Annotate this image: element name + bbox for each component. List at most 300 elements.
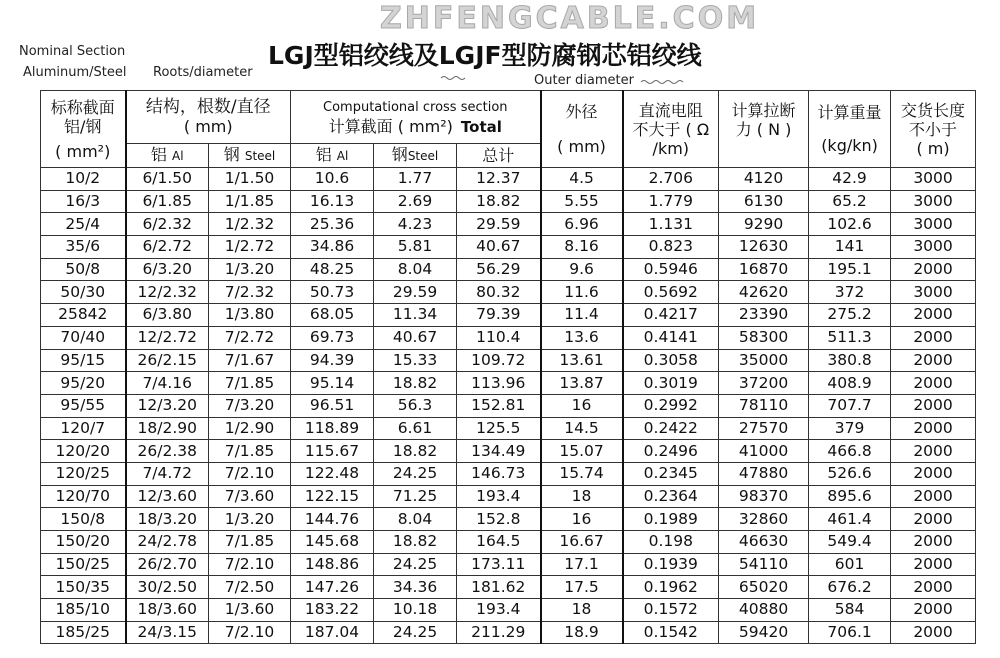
cell-steel-structure: 7/3.20	[209, 394, 291, 417]
cell-resistance: 0.4217	[623, 304, 719, 327]
cell-nominal: 10/2	[41, 168, 126, 191]
table-row	[41, 508, 976, 531]
cell-steel-section: 6.61	[374, 417, 457, 440]
cell-al-structure: 18/3.20	[126, 508, 209, 531]
cell-breaking-force: 54110	[719, 553, 809, 576]
header-text: 铝/钢	[64, 116, 102, 136]
cell-weight: 601	[809, 553, 891, 576]
cell-total-section: 134.49	[457, 440, 541, 463]
cell-al-section: 118.89	[291, 417, 374, 440]
table-row	[41, 190, 976, 213]
table-row	[41, 440, 976, 463]
cell-total-section: 193.4	[457, 485, 541, 508]
cell-resistance: 0.2422	[623, 417, 719, 440]
cell-outer-diameter: 5.55	[541, 190, 623, 213]
cell-steel-structure: 1/2.90	[209, 417, 291, 440]
cell-weight: 372	[809, 281, 891, 304]
cell-outer-diameter: 13.87	[541, 372, 623, 395]
header-text: Steel	[244, 149, 276, 163]
cell-resistance: 0.2992	[623, 394, 719, 417]
cell-breaking-force: 16870	[719, 258, 809, 281]
header-text: 交货长度	[901, 100, 966, 120]
cell-weight: 707.7	[809, 394, 891, 417]
header-text: ( mm)	[557, 137, 606, 156]
cell-breaking-force: 98370	[719, 485, 809, 508]
cell-steel-section: 34.36	[374, 576, 457, 599]
table-row	[41, 213, 976, 236]
table-row	[41, 304, 976, 327]
cell-resistance: 0.1542	[623, 621, 719, 644]
cell-breaking-force: 6130	[719, 190, 809, 213]
header-text: 铝	[150, 145, 167, 164]
cell-total-section: 146.73	[457, 462, 541, 485]
cell-weight: 549.4	[809, 531, 891, 554]
cell-outer-diameter: 13.6	[541, 326, 623, 349]
cell-breaking-force: 65020	[719, 576, 809, 599]
cell-total-section: 29.59	[457, 213, 541, 236]
header-text: 总计	[482, 146, 515, 165]
cell-delivery-length: 2000	[891, 304, 976, 327]
cell-weight: 141	[809, 236, 891, 259]
cell-al-structure: 18/3.60	[126, 599, 209, 622]
header-text: 不大于 ( Ω	[632, 119, 710, 139]
cell-al-section: 183.22	[291, 599, 374, 622]
cell-breaking-force: 78110	[719, 394, 809, 417]
header-text: 计算重量	[817, 103, 882, 122]
cell-steel-section: 5.81	[374, 236, 457, 259]
cell-delivery-length: 3000	[891, 213, 976, 236]
cell-breaking-force: 23390	[719, 304, 809, 327]
cell-outer-diameter: 11.6	[541, 281, 623, 304]
cell-al-section: 122.15	[291, 485, 374, 508]
cell-delivery-length: 2000	[891, 349, 976, 372]
cell-weight: 408.9	[809, 372, 891, 395]
cell-steel-structure: 7/2.10	[209, 553, 291, 576]
cell-nominal: 95/20	[41, 372, 126, 395]
annotation-aluminum-steel: Aluminum/Steel	[23, 65, 127, 80]
cell-steel-structure: 1/3.20	[209, 258, 291, 281]
watermark: ZHFENGCABLE.COM	[380, 1, 760, 36]
cell-outer-diameter: 6.96	[541, 213, 623, 236]
table-row	[41, 531, 976, 554]
cell-al-structure: 26/2.38	[126, 440, 209, 463]
header-text: 不小于	[909, 119, 958, 139]
cell-steel-section: 18.82	[374, 372, 457, 395]
cell-delivery-length: 2000	[891, 394, 976, 417]
header-text: ( mm)	[183, 117, 233, 136]
table-row	[41, 394, 976, 417]
cell-weight: 466.8	[809, 440, 891, 463]
annotation-total: Total	[460, 117, 502, 136]
header-text: 计算截面 ( mm²)	[328, 116, 453, 136]
cell-delivery-length: 2000	[891, 508, 976, 531]
header-resistance	[623, 91, 719, 168]
cell-al-section: 115.67	[291, 440, 374, 463]
cell-al-structure: 7/4.72	[126, 462, 209, 485]
header-text: Steel	[407, 149, 439, 163]
cell-breaking-force: 47880	[719, 462, 809, 485]
cell-al-structure: 6/3.20	[126, 258, 209, 281]
cell-breaking-force: 59420	[719, 621, 809, 644]
cell-breaking-force: 41000	[719, 440, 809, 463]
cell-steel-section: 8.04	[374, 258, 457, 281]
cell-al-section: 16.13	[291, 190, 374, 213]
cell-al-structure: 6/3.80	[126, 304, 209, 327]
cell-breaking-force: 42620	[719, 281, 809, 304]
cell-al-section: 50.73	[291, 281, 374, 304]
annotation-roots-diameter: Roots/diameter	[153, 65, 253, 80]
cell-resistance: 0.198	[623, 531, 719, 554]
cell-nominal: 25/4	[41, 213, 126, 236]
cell-weight: 102.6	[809, 213, 891, 236]
cell-steel-section: 8.04	[374, 508, 457, 531]
cell-resistance: 0.1962	[623, 576, 719, 599]
cell-al-section: 95.14	[291, 372, 374, 395]
cell-delivery-length: 3000	[891, 168, 976, 191]
cell-weight: 584	[809, 599, 891, 622]
cell-breaking-force: 4120	[719, 168, 809, 191]
cell-total-section: 12.37	[457, 168, 541, 191]
cell-nominal: 50/30	[41, 281, 126, 304]
table-row	[41, 372, 976, 395]
cell-outer-diameter: 16	[541, 508, 623, 531]
cell-al-section: 148.86	[291, 553, 374, 576]
cell-outer-diameter: 15.74	[541, 462, 623, 485]
table-row	[41, 168, 976, 191]
header-text: (kg/kn)	[821, 136, 878, 155]
cell-total-section: 56.29	[457, 258, 541, 281]
cell-total-section: 152.8	[457, 508, 541, 531]
cell-steel-section: 4.23	[374, 213, 457, 236]
cell-total-section: 80.32	[457, 281, 541, 304]
cell-nominal: 120/70	[41, 485, 126, 508]
spec-table	[40, 90, 976, 644]
cell-nominal: 150/8	[41, 508, 126, 531]
cell-breaking-force: 35000	[719, 349, 809, 372]
cell-nominal: 120/7	[41, 417, 126, 440]
cell-total-section: 152.81	[457, 394, 541, 417]
header-text: Al	[336, 149, 349, 163]
table-row	[41, 576, 976, 599]
header-delivery-length	[891, 91, 976, 168]
cell-steel-section: 71.25	[374, 485, 457, 508]
cell-steel-section: 56.3	[374, 394, 457, 417]
cell-al-section: 145.68	[291, 531, 374, 554]
table-row	[41, 326, 976, 349]
cell-total-section: 79.39	[457, 304, 541, 327]
cell-outer-diameter: 17.1	[541, 553, 623, 576]
cell-nominal: 120/20	[41, 440, 126, 463]
cell-weight: 275.2	[809, 304, 891, 327]
cell-steel-structure: 1/1.50	[209, 168, 291, 191]
cell-weight: 65.2	[809, 190, 891, 213]
cell-al-section: 122.48	[291, 462, 374, 485]
cell-al-structure: 6/1.85	[126, 190, 209, 213]
cell-delivery-length: 2000	[891, 621, 976, 644]
cell-nominal: 150/25	[41, 553, 126, 576]
cell-nominal: 95/15	[41, 349, 126, 372]
cell-nominal: 50/8	[41, 258, 126, 281]
cell-steel-section: 24.25	[374, 462, 457, 485]
cell-delivery-length: 2000	[891, 599, 976, 622]
header-calc-section	[291, 91, 541, 144]
cell-nominal: 16/3	[41, 190, 126, 213]
cell-resistance: 2.706	[623, 168, 719, 191]
cell-delivery-length: 3000	[891, 236, 976, 259]
cell-steel-structure: 7/3.60	[209, 485, 291, 508]
cell-resistance: 0.2496	[623, 440, 719, 463]
cell-steel-section: 24.25	[374, 553, 457, 576]
cell-al-structure: 6/2.72	[126, 236, 209, 259]
cell-delivery-length: 2000	[891, 576, 976, 599]
cell-outer-diameter: 15.07	[541, 440, 623, 463]
table-row	[41, 236, 976, 259]
cell-steel-section: 10.18	[374, 599, 457, 622]
cell-total-section: 40.67	[457, 236, 541, 259]
cell-al-section: 96.51	[291, 394, 374, 417]
cell-al-structure: 6/1.50	[126, 168, 209, 191]
header-text: 直流电阻	[638, 100, 703, 120]
cell-steel-structure: 7/1.67	[209, 349, 291, 372]
cell-total-section: 113.96	[457, 372, 541, 395]
cell-delivery-length: 2000	[891, 417, 976, 440]
cell-al-structure: 30/2.50	[126, 576, 209, 599]
cell-steel-section: 1.77	[374, 168, 457, 191]
cell-steel-structure: 7/2.10	[209, 462, 291, 485]
cell-outer-diameter: 9.6	[541, 258, 623, 281]
subheader-structure-steel	[209, 144, 291, 168]
cell-weight: 195.1	[809, 258, 891, 281]
cell-al-section: 34.86	[291, 236, 374, 259]
cell-delivery-length: 3000	[891, 281, 976, 304]
cell-steel-structure: 1/3.80	[209, 304, 291, 327]
cell-steel-structure: 7/1.85	[209, 531, 291, 554]
table-row	[41, 485, 976, 508]
table-row	[41, 553, 976, 576]
cell-resistance: 0.5692	[623, 281, 719, 304]
page-title: LGJ型铝绞线及LGJF型防腐钢芯铝绞线	[268, 41, 702, 70]
cell-al-structure: 12/2.72	[126, 326, 209, 349]
cell-total-section: 211.29	[457, 621, 541, 644]
cell-steel-structure: 7/2.50	[209, 576, 291, 599]
cell-al-section: 25.36	[291, 213, 374, 236]
cell-nominal: 35/6	[41, 236, 126, 259]
cell-breaking-force: 12630	[719, 236, 809, 259]
cell-al-structure: 18/2.90	[126, 417, 209, 440]
cell-outer-diameter: 8.16	[541, 236, 623, 259]
cell-steel-structure: 1/2.72	[209, 236, 291, 259]
cell-steel-section: 2.69	[374, 190, 457, 213]
cell-nominal: 70/40	[41, 326, 126, 349]
cell-steel-structure: 1/1.85	[209, 190, 291, 213]
cell-resistance: 0.5946	[623, 258, 719, 281]
cell-outer-diameter: 16	[541, 394, 623, 417]
cell-al-section: 68.05	[291, 304, 374, 327]
cell-outer-diameter: 18	[541, 485, 623, 508]
header-text: ( mm²)	[55, 141, 111, 161]
subheader-calc-steel	[374, 144, 457, 168]
cell-al-structure: 7/4.16	[126, 372, 209, 395]
cell-nominal: 185/10	[41, 599, 126, 622]
cell-breaking-force: 58300	[719, 326, 809, 349]
cell-al-structure: 26/2.15	[126, 349, 209, 372]
header-weight	[809, 91, 891, 168]
cell-al-section: 69.73	[291, 326, 374, 349]
header-text: 钢	[223, 145, 240, 164]
header-text: 计算拉断	[731, 100, 796, 120]
annotation-nominal-section: Nominal Section	[19, 44, 126, 59]
cell-steel-structure: 7/2.32	[209, 281, 291, 304]
cell-nominal: 150/35	[41, 576, 126, 599]
cell-delivery-length: 2000	[891, 326, 976, 349]
cell-resistance: 1.779	[623, 190, 719, 213]
cell-total-section: 109.72	[457, 349, 541, 372]
cell-al-section: 94.39	[291, 349, 374, 372]
cell-steel-structure: 7/2.10	[209, 621, 291, 644]
cell-al-structure: 24/3.15	[126, 621, 209, 644]
table-row	[41, 349, 976, 372]
cell-total-section: 125.5	[457, 417, 541, 440]
cell-delivery-length: 3000	[891, 190, 976, 213]
cell-resistance: 0.4141	[623, 326, 719, 349]
cell-total-section: 18.82	[457, 190, 541, 213]
cell-weight: 676.2	[809, 576, 891, 599]
cell-breaking-force: 46630	[719, 531, 809, 554]
cell-weight: 461.4	[809, 508, 891, 531]
cell-total-section: 193.4	[457, 599, 541, 622]
cell-weight: 379	[809, 417, 891, 440]
cell-total-section: 181.62	[457, 576, 541, 599]
cell-total-section: 173.11	[457, 553, 541, 576]
squiggle-mark	[640, 78, 684, 86]
cell-al-structure: 24/2.78	[126, 531, 209, 554]
annotation-outer-diameter: Outer diameter	[534, 73, 634, 88]
header-text: 钢	[391, 145, 408, 164]
cell-resistance: 0.1989	[623, 508, 719, 531]
cell-delivery-length: 2000	[891, 440, 976, 463]
cell-nominal: 185/25	[41, 621, 126, 644]
cell-outer-diameter: 16.67	[541, 531, 623, 554]
cell-outer-diameter: 13.61	[541, 349, 623, 372]
header-structure	[126, 91, 291, 144]
table-row	[41, 621, 976, 644]
cell-al-section: 144.76	[291, 508, 374, 531]
cell-outer-diameter: 11.4	[541, 304, 623, 327]
cell-resistance: 0.1572	[623, 599, 719, 622]
cell-breaking-force: 9290	[719, 213, 809, 236]
cell-outer-diameter: 18	[541, 599, 623, 622]
header-text: ( m)	[916, 138, 950, 158]
cell-steel-section: 29.59	[374, 281, 457, 304]
cell-al-structure: 12/3.60	[126, 485, 209, 508]
cell-al-section: 147.26	[291, 576, 374, 599]
cell-delivery-length: 2000	[891, 553, 976, 576]
table-row	[41, 417, 976, 440]
cell-resistance: 0.3019	[623, 372, 719, 395]
cell-breaking-force: 37200	[719, 372, 809, 395]
cell-weight: 706.1	[809, 621, 891, 644]
cell-breaking-force: 32860	[719, 508, 809, 531]
cell-al-structure: 12/2.32	[126, 281, 209, 304]
cell-steel-structure: 1/3.20	[209, 508, 291, 531]
cell-weight: 380.8	[809, 349, 891, 372]
table-row	[41, 462, 976, 485]
cell-nominal: 95/55	[41, 394, 126, 417]
cell-delivery-length: 2000	[891, 258, 976, 281]
header-text: Al	[172, 149, 184, 163]
cell-weight: 895.6	[809, 485, 891, 508]
cell-delivery-length: 2000	[891, 531, 976, 554]
cell-al-structure: 12/3.20	[126, 394, 209, 417]
header-text: 力 ( N )	[735, 119, 792, 139]
cell-outer-diameter: 4.5	[541, 168, 623, 191]
cell-weight: 526.6	[809, 462, 891, 485]
subheader-calc-total	[457, 144, 541, 168]
cell-resistance: 0.3058	[623, 349, 719, 372]
cell-steel-section: 40.67	[374, 326, 457, 349]
squiggle-mark	[440, 74, 470, 82]
subheader-structure-al	[126, 144, 209, 168]
cell-resistance: 0.2345	[623, 462, 719, 485]
table-row	[41, 599, 976, 622]
cell-al-section: 10.6	[291, 168, 374, 191]
header-text: 铝	[315, 145, 332, 164]
cell-nominal: 25842	[41, 304, 126, 327]
annotation-computational: Computational cross section	[323, 99, 508, 115]
cell-resistance: 0.2364	[623, 485, 719, 508]
cell-breaking-force: 27570	[719, 417, 809, 440]
cell-steel-section: 18.82	[374, 440, 457, 463]
cell-steel-section: 11.34	[374, 304, 457, 327]
cell-weight: 42.9	[809, 168, 891, 191]
cell-resistance: 1.131	[623, 213, 719, 236]
cell-outer-diameter: 18.9	[541, 621, 623, 644]
cell-delivery-length: 2000	[891, 485, 976, 508]
cell-steel-section: 15.33	[374, 349, 457, 372]
cell-nominal: 120/25	[41, 462, 126, 485]
cell-breaking-force: 40880	[719, 599, 809, 622]
subheader-calc-al	[291, 144, 374, 168]
header-text: /km)	[652, 138, 690, 158]
cell-steel-structure: 7/1.85	[209, 440, 291, 463]
table-row	[41, 258, 976, 281]
header-text: 结构，根数/直径	[145, 97, 271, 117]
cell-steel-structure: 7/1.85	[209, 372, 291, 395]
cell-steel-section: 18.82	[374, 531, 457, 554]
cell-total-section: 164.5	[457, 531, 541, 554]
cell-al-structure: 26/2.70	[126, 553, 209, 576]
header-outer-diameter	[541, 91, 623, 168]
header-breaking-force	[719, 91, 809, 168]
cell-steel-structure: 7/2.72	[209, 326, 291, 349]
cell-al-section: 187.04	[291, 621, 374, 644]
cell-resistance: 0.823	[623, 236, 719, 259]
cell-steel-structure: 1/2.32	[209, 213, 291, 236]
header-nominal	[41, 91, 126, 168]
cell-delivery-length: 2000	[891, 462, 976, 485]
cell-al-structure: 6/2.32	[126, 213, 209, 236]
cell-nominal: 150/20	[41, 531, 126, 554]
cell-steel-section: 24.25	[374, 621, 457, 644]
cell-total-section: 110.4	[457, 326, 541, 349]
table-row	[41, 281, 976, 304]
cell-delivery-length: 2000	[891, 372, 976, 395]
cell-weight: 511.3	[809, 326, 891, 349]
cell-steel-structure: 1/3.60	[209, 599, 291, 622]
header-text: 标称截面	[50, 97, 115, 117]
header-text: 外径	[565, 102, 598, 121]
cell-al-section: 48.25	[291, 258, 374, 281]
